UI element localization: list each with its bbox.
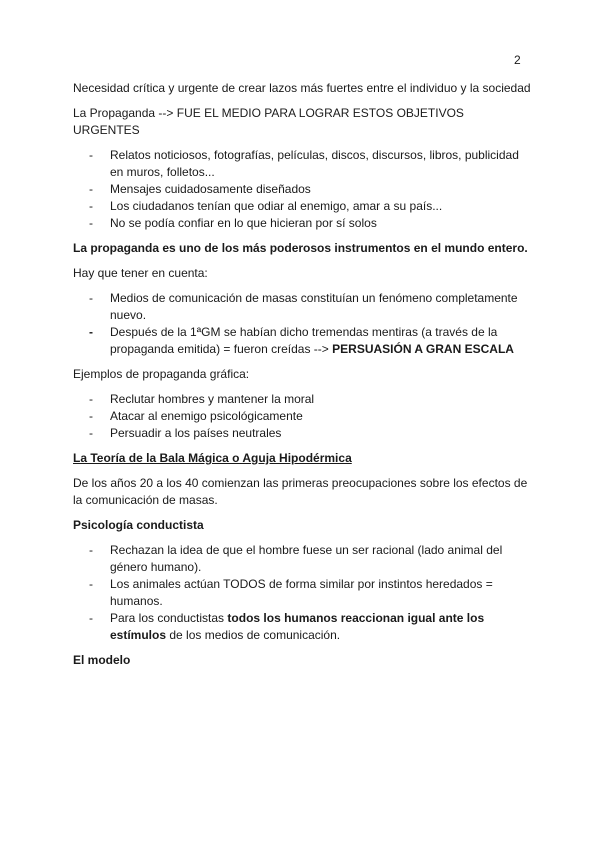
list-item-text: Persuadir a los países neutrales [110, 426, 282, 440]
heading-model: El modelo [73, 653, 131, 667]
list-item [73, 324, 533, 358]
list-item-text: Medios de comunicación de masas constituían un fenómeno completamente nuevo. [110, 291, 518, 322]
paragraph-need: Necesidad crítica y urgente de crear lazos más fuertes entre el individuo y la sociedad [73, 81, 531, 95]
list-item [73, 576, 533, 610]
list-graphic-propaganda [73, 391, 533, 442]
list-item [73, 542, 533, 576]
dash-bullet: - [89, 148, 93, 162]
list-item-text: No se podía confiar en lo que hicieran por sí solos [110, 216, 377, 230]
list-item [73, 408, 533, 425]
list-item [73, 181, 533, 198]
dash-bullet: - [89, 182, 93, 196]
paragraph-consider: Hay que tener en cuenta: [73, 266, 208, 280]
list-item [73, 290, 533, 324]
page-number: 2 [514, 53, 521, 67]
list-item [73, 215, 533, 232]
list-item-text: Atacar al enemigo psicológicamente [110, 409, 303, 423]
bold-statement: La propaganda es uno de los más poderosos instrumentos en el mundo entero. [73, 241, 528, 255]
list-item-bold-text: todos los humanos reaccionan igual ante los estímulos [110, 611, 485, 642]
list-item-text: Para los conductistas [110, 611, 228, 625]
list-item-text: Relatos noticiosos, fotografías, películas, discos, discursos, libros, publicidad en muros, folletos... [110, 148, 519, 179]
list-considerations [73, 290, 533, 358]
dash-bullet: - [89, 325, 93, 339]
list-item [73, 610, 533, 644]
list-propaganda-means [73, 147, 533, 232]
heading-behaviorism: Psicología conductista [73, 518, 204, 532]
paragraph-propaganda: La Propaganda --> FUE EL MEDIO PARA LOGRAR ESTOS OBJETIVOS URGENTES [73, 106, 464, 137]
dash-bullet: - [89, 426, 93, 440]
dash-bullet: - [89, 291, 93, 305]
list-item-text: Los ciudadanos tenían que odiar al enemigo, amar a su país... [110, 199, 443, 213]
list-item [73, 425, 533, 442]
dash-bullet: - [89, 199, 93, 213]
document-body [73, 80, 533, 677]
dash-bullet: - [89, 409, 93, 423]
list-item-text: Rechazan la idea de que el hombre fuese un ser racional (lado animal del género humano). [110, 543, 503, 574]
list-item-bold-text: PERSUASIÓN A GRAN ESCALA [332, 342, 514, 356]
paragraph-examples: Ejemplos de propaganda gráfica: [73, 367, 250, 381]
list-item-text: de los medios de comunicación. [166, 628, 341, 642]
dash-bullet: - [89, 611, 93, 625]
list-item-text: Mensajes cuidadosamente diseñados [110, 182, 311, 196]
list-item-text: Después de la 1ªGM se habían dicho tremendas mentiras (a través de la propaganda emitida) = fueron creídas --> [110, 325, 498, 356]
list-item [73, 391, 533, 408]
list-item-text: Los animales actúan TODOS de forma similar por instintos heredados = humanos. [110, 577, 493, 608]
dash-bullet: - [89, 577, 93, 591]
heading-magic-bullet: La Teoría de la Bala Mágica o Aguja Hipodérmica [73, 451, 352, 465]
dash-bullet: - [89, 392, 93, 406]
list-behaviorism [73, 542, 533, 644]
paragraph-years: De los años 20 a los 40 comienzan las primeras preocupaciones sobre los efectos de la comunicación de masas. [73, 476, 528, 507]
list-item [73, 198, 533, 215]
list-item-text: Reclutar hombres y mantener la moral [110, 392, 315, 406]
dash-bullet: - [89, 216, 93, 230]
dash-bullet: - [89, 543, 93, 557]
list-item [73, 147, 533, 181]
